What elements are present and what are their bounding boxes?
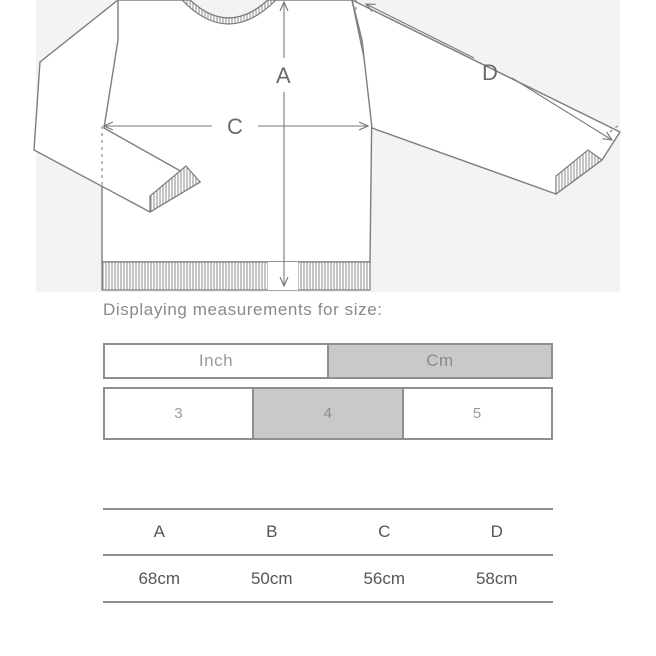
value-b: 50cm <box>250 568 293 588</box>
size-option-5[interactable]: 5 <box>402 389 551 438</box>
measure-d-label: D <box>482 60 498 85</box>
unit-option-cm[interactable]: Cm <box>327 345 551 377</box>
header-b: B <box>266 522 278 541</box>
value-d: 58cm <box>475 568 518 588</box>
sweater-measurement-diagram <box>0 0 656 292</box>
value-c: 56cm <box>363 568 406 588</box>
size-selector <box>103 387 553 440</box>
table-header-row <box>103 510 553 556</box>
header-a: A <box>153 522 165 541</box>
waistband <box>102 262 370 290</box>
value-a: 68cm <box>138 568 181 588</box>
unit-option-inch[interactable]: Inch <box>198 351 234 370</box>
measure-a-label: A <box>276 63 291 88</box>
measurements-table <box>103 508 553 603</box>
size-caption: Displaying measurements for size: <box>103 300 383 319</box>
header-d: D <box>490 522 503 541</box>
unit-toggle <box>103 343 553 379</box>
measure-c-label: C <box>227 114 243 139</box>
size-option-4[interactable]: 4 <box>252 389 401 438</box>
table-row <box>103 556 553 601</box>
size-option-3[interactable]: 3 <box>174 405 184 422</box>
header-c: C <box>378 522 391 541</box>
